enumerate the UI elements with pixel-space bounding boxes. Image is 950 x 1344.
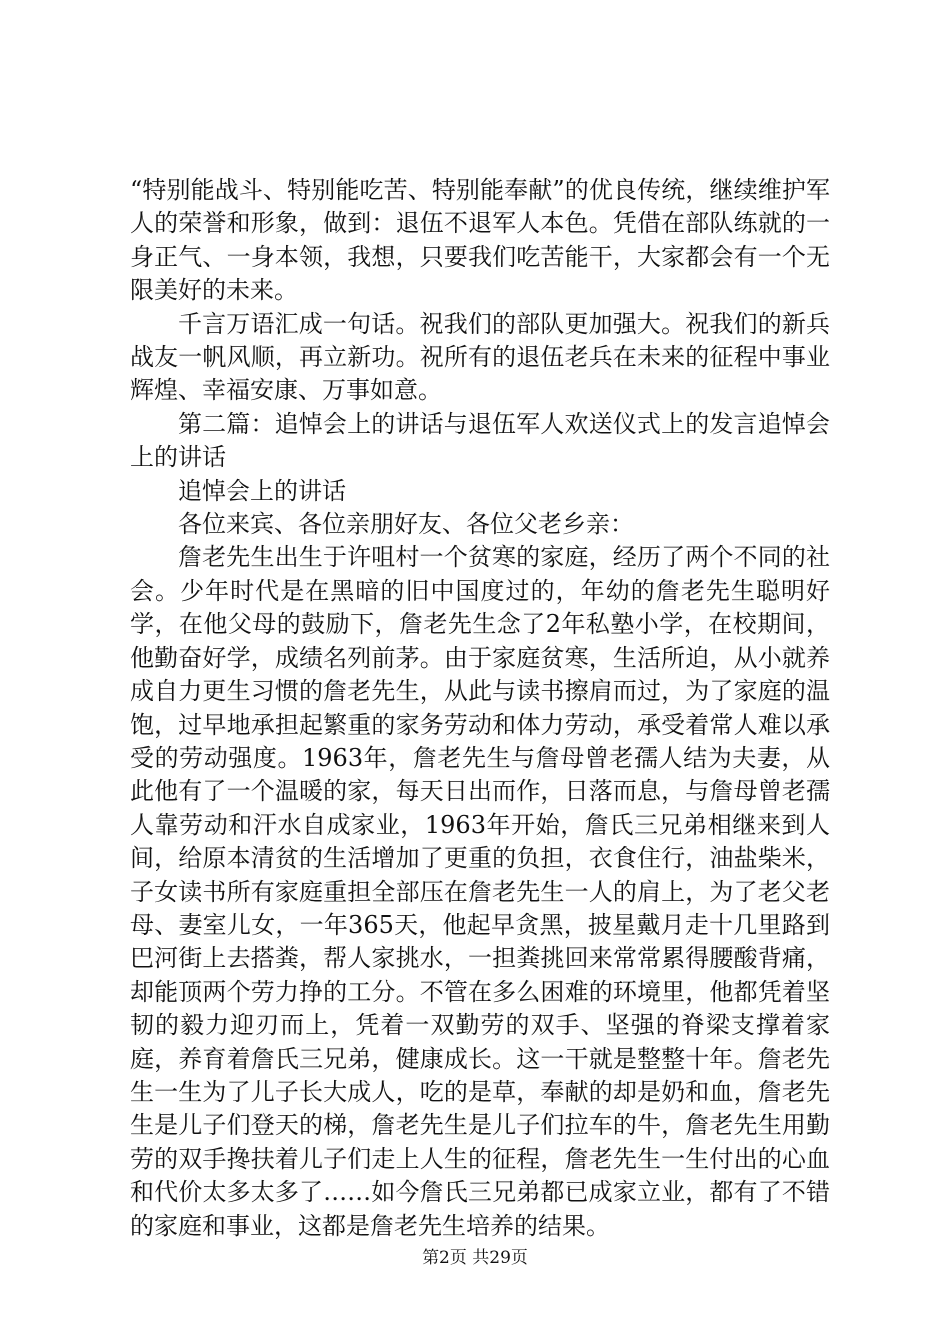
page-number: 第2页 共29页 [422, 1248, 528, 1268]
paragraph-continuation: “特别能战斗、特别能吃苦、特别能奉献”的优良传统，继续维护军人的荣誉和形象，做到：退伍不退军人本色。凭借在部队练就的一身正气、一身本领，我想，只要我们吃苦能干，大家都会有一个无限美好的未来。 [130, 176, 830, 305]
paragraph-wishes: 千言万语汇成一句话。祝我们的部队更加强大。祝我们的新兵战友一帆风顺，再立新功。祝所有的退伍老兵在未来的征程中事业辉煌、幸福安康、万事如意。 [130, 309, 830, 405]
document-body [130, 174, 830, 1243]
speech-title: 追悼会上的讲话 [178, 476, 346, 505]
section-heading: 第二篇：追悼会上的讲话与退伍军人欢送仪式上的发言追悼会上的讲话 [130, 409, 830, 472]
paragraph-biography: 詹老先生出生于许咀村一个贫寒的家庭，经历了两个不同的社会。少年时代是在黑暗的旧中国度过的，年幼的詹老先生聪明好学，在他父母的鼓励下，詹老先生念了2年私塾小学，在校期间，他勤奋好学，成绩名列前茅。由于家庭贫寒，生活所迫，从小就养成自力更生习惯的詹老先生，从此与读书擦肩而过，为了家庭的温饱，过早地承担起繁重的家务劳动和体力劳动，承受着常人难以承受的劳动强度。1963年，詹老先生与詹母曾老孺人结为夫妻，从此他有了一个温暖的家，每天日出而作，日落而息，与詹母曾老孺人靠劳动和汗水自成家业，1963年开始，詹氏三兄弟相继来到人间，给原本清贫的生活增加了更重的负担，衣食住行，油盐柴米，子女读书所有家庭重担全部压在詹老先生一人的肩上，为了老父老母、妻室儿女，一年365天，他起早贪黑，披星戴月走十几里路到巴河街上去搭粪，帮人家挑水，一担粪挑回来常常累得腰酸背痛，却能顶两个劳力挣的工分。不管在多么困难的环境里，他都凭着坚韧的毅力迎刃而上，凭着一双勤劳的双手、坚强的脊梁支撑着家庭，养育着詹氏三兄弟，健康成长。这一干就是整整十年。詹老先生一生为了儿子长大成人，吃的是草，奉献的却是奶和血，詹老先生是儿子们登天的梯，詹老先生是儿子们拉车的牛，詹老先生用勤劳的双手搀扶着儿子们走上人生的征程，詹老先生一生付出的心血和代价太多太多了……如今詹氏三兄弟都已成家立业，都有了不错的家庭和事业，这都是詹老先生培养的结果。 [130, 543, 830, 1240]
speech-salutation: 各位来宾、各位亲朋好友、各位父老乡亲： [178, 510, 634, 539]
